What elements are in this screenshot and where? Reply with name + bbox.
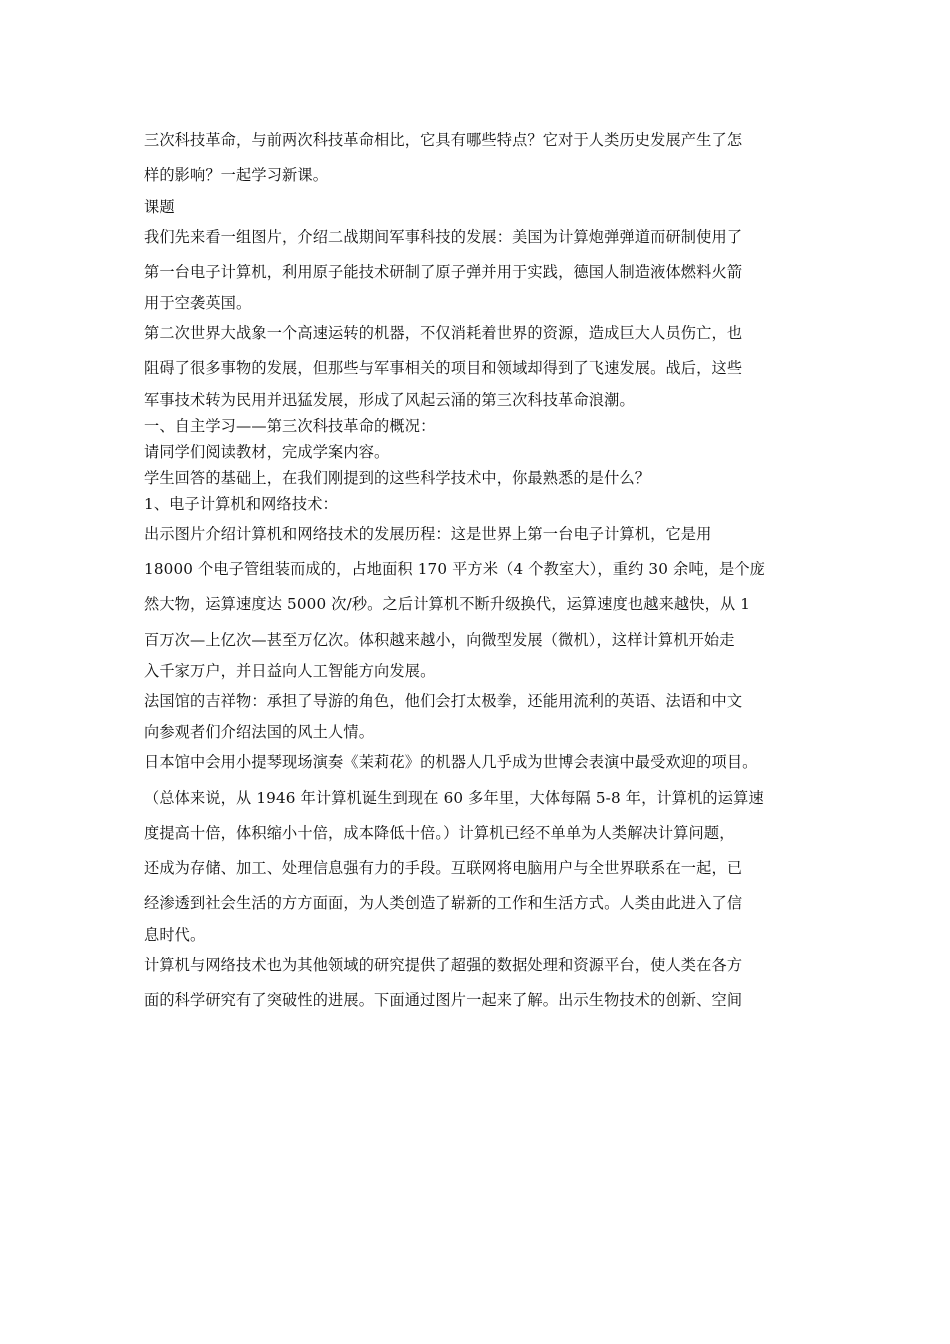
text-line: 一、自主学习——第三次科技革命的概况： (144, 416, 436, 435)
text-line: 日本馆中会用小提琴现场演奏《茉莉花》的机器人几乎成为世博会表演中最受欢迎的项目。 (144, 753, 758, 772)
text-line: 请同学们阅读教材，完成学案内容。 (144, 442, 390, 461)
text-line: 出示图片介绍计算机和网络技术的发展历程：这是世界上第一台电子计算机，它是用 (144, 524, 712, 543)
text-line: 还成为存储、加工、处理信息强有力的手段。互联网将电脑用户与全世界联系在一起，已 (144, 859, 743, 878)
text-line: 三次科技革命，与前两次科技革命相比，它具有哪些特点？它对于人类历史发展产生了怎 (144, 131, 743, 149)
text-line: 向参观者们介绍法国的风土人情。 (144, 723, 375, 742)
text-line: 第二次世界大战象一个高速运转的机器，不仅消耗着世界的资源，造成巨大人员伤亡，也 (144, 324, 743, 343)
text-line: 面的科学研究有了突破性的进展。下面通过图片一起来了解。出示生物技术的创新、空间 (144, 991, 743, 1010)
text-line: 计算机与网络技术也为其他领域的研究提供了超强的数据处理和资源平台，使人类在各方 (144, 955, 743, 974)
text-line: 用于空袭英国。 (144, 294, 252, 313)
text-line: 阻碍了很多事物的发展，但那些与军事相关的项目和领域却得到了飞速发展。战后，这些 (144, 359, 743, 378)
text-line: 入千家万户，并日益向人工智能方向发展。 (144, 661, 436, 680)
text-line: 学生回答的基础上，在我们刚提到的这些科学技术中，你最熟悉的是什么？ (144, 468, 651, 487)
text-line: 18000 个电子管组装而成的，占地面积 170 平方米（4 个教室大），重约 30 余吨，是个庞 (144, 560, 766, 579)
text-line: 经渗透到社会生活的方方面面，为人类创造了崭新的工作和生活方式。人类由此进入了信 (144, 894, 743, 913)
text-line: 度提高十倍，体积缩小十倍，成本降低十倍。）计算机已经不单单为人类解决计算问题， (144, 823, 735, 842)
text-line: 法国馆的吉祥物：承担了导游的角色，他们会打太极拳，还能用流利的英语、法语和中文 (144, 691, 743, 710)
text-line: 1、电子计算机和网络技术： (144, 494, 338, 513)
text-line: 样的影响？一起学习新课。 (144, 166, 329, 185)
text-line: 军事技术转为民用并迅猛发展，形成了风起云涌的第三次科技革命浪潮。 (144, 390, 635, 409)
text-line: （总体来说，从 1946 年计算机诞生到现在 60 多年里，大体每隔 5-8 年，计算机的运算速 (144, 788, 764, 807)
text-line: 我们先来看一组图片，介绍二战期间军事科技的发展：美国为计算炮弹弹道而研制使用了 (144, 227, 743, 246)
document-body (144, 123, 810, 1018)
text-line: 百万次—上亿次—甚至万亿次。体积越来越小，向微型发展（微机），这样计算机开始走 (144, 630, 735, 649)
text-line: 息时代。 (144, 925, 206, 944)
text-line: 第一台电子计算机，利用原子能技术研制了原子弹并用于实践，德国人制造液体燃料火箭 (144, 262, 743, 281)
text-line: 课题 (144, 197, 175, 216)
text-line: 然大物，运算速度达 5000 次/秒。之后计算机不断升级换代，运算速度也越来越快，从 1 (144, 595, 751, 614)
